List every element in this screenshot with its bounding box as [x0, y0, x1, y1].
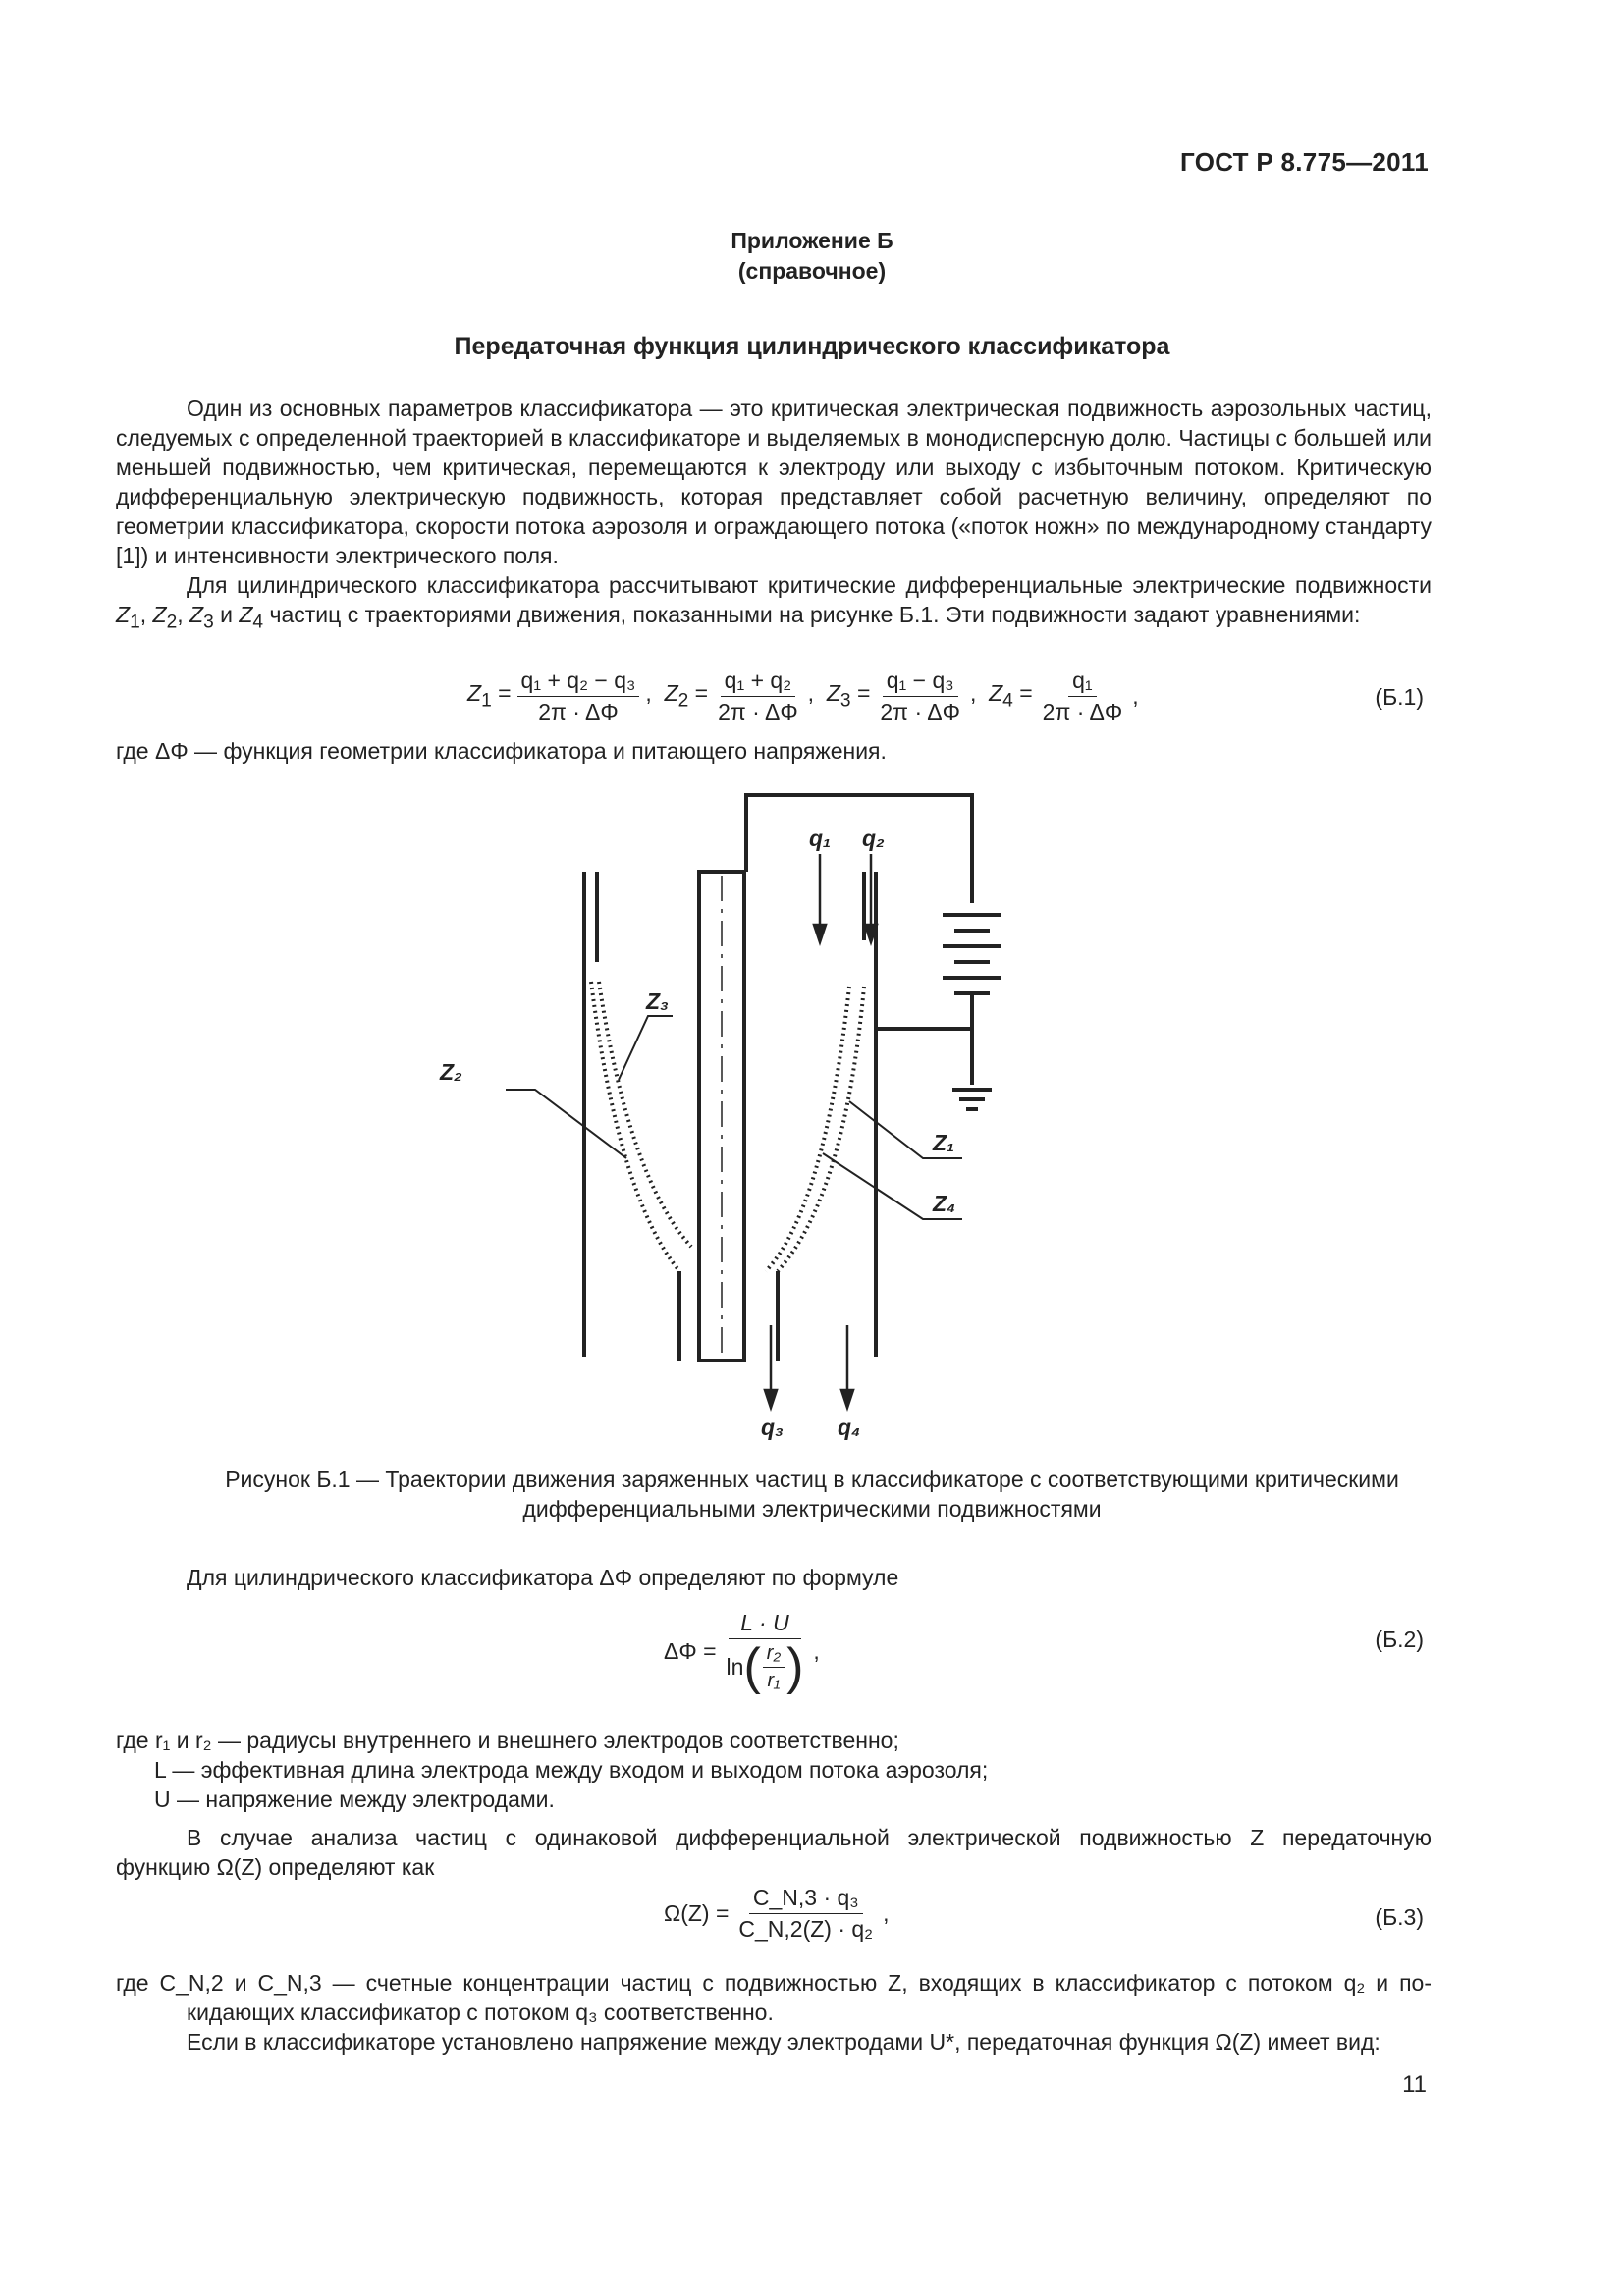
- figure-caption-line2: дифференциальными электрическими подвижностями: [522, 1496, 1102, 1522]
- figure-classifier-diagram: [440, 785, 1021, 1443]
- equation-b2: ΔΦ = L · U ln ( $\frac{\text{r₂}}{\text{r₁}}$ ) ,: [664, 1610, 820, 1695]
- page-number: 11: [1402, 2071, 1427, 2098]
- trajectory-z4: [766, 987, 849, 1271]
- flow-arrow-q1-head: [814, 925, 826, 942]
- equation-b1: $Z_1$ = $\frac{\text{q₁ + q₂ − q₃}}{2\pi \cdot \Delta\Phi}$ , $Z_2$ = $\frac{\text{q₁ + q₂}}{2\pi \cdot \Delta\Phi}$ , $Z_3$ = $\frac{\text{q₁ − q₃}}{2\pi \cdot \Delta\Phi}$ , $Z_4$ = $\frac{\text{q₁}}{2\pi \cdot \Delta\Phi}$ ,: [467, 667, 1139, 724]
- label-q1: q₁: [809, 826, 832, 851]
- figure-caption-line1: Рисунок Б.1 — Траектории движения заряженных частиц в классификаторе с соответствующими критическими: [225, 1467, 1399, 1492]
- trajectory-z1: [778, 987, 864, 1271]
- label-q4: q₄: [838, 1415, 861, 1440]
- trajectory-z3: [591, 982, 679, 1271]
- label-q3: q₃: [761, 1415, 784, 1440]
- section-title: Передаточная функция цилиндрического классификатора: [454, 333, 1170, 360]
- figure-caption: [0, 1465, 1624, 1523]
- label-z1: Z₁: [933, 1130, 955, 1155]
- where-u: U — напряжение между электродами.: [154, 1787, 555, 1812]
- where-l: L — эффективная длина электрода между входом и выходом потока аэрозоля;: [154, 1757, 989, 1783]
- power-circuit-wire: [746, 795, 972, 903]
- paragraph-3: где ΔΦ — функция геометрии классификатора и питающего напряжения.: [116, 738, 887, 764]
- leader-z3: [619, 1016, 673, 1080]
- appendix-label: Приложение Б: [731, 228, 893, 253]
- label-z3: Z₃: [646, 988, 669, 1014]
- equation-b2-number: (Б.2): [1375, 1627, 1424, 1652]
- equation-b3: Ω(Z) = $\frac{\text{C\_N,3 · q₃}}{\text{C\_N,2(Z) · q₂}}$ ,: [664, 1885, 890, 1942]
- eq3-where-a: где C_N,2 и C_N,3 — счетные концентрации частиц с подвижностью Z, входящих в классификатор с потоком q₂ и по-: [116, 1970, 1432, 1996]
- eq3-where-b: кидающих классификатор с потоком q₃ соответственно.: [187, 2000, 774, 2025]
- paragraph-1: Один из основных параметров классификатора — это критическая электрическая подвижность аэрозольных частиц, следуемых с определенной траекторией в классификаторе и выделяемых в монодисперсную долю. Частицы с большей или меньшей подвижностью, чем критическая, перемещаются к электроду или выходу с избыточным потоком. Критическую дифференциальную электрическую подвижность, которая представляет собой расчетную величину, определяют по геометрии классификатора, скорости потока аэрозоля и ограждающего потока («поток ножн» по международному стандарту [1]) и интенсивности электрического поля.: [116, 396, 1432, 568]
- eq3-last-paragraph: Если в классификаторе установлено напряжение между электродами U*, передаточная функция Ω(Z) имеет вид:: [187, 2029, 1380, 2055]
- where-r: где r₁ и r₂ — радиусы внутреннего и внешнего электродов соответственно;: [116, 1728, 899, 1753]
- eq2-intro: Для цилиндрического классификатора ΔΦ определяют по формуле: [187, 1565, 899, 1590]
- document-header: ГОСТ Р 8.775—2011: [1180, 147, 1429, 177]
- appendix-type: (справочное): [737, 258, 887, 284]
- equation-b1-number: (Б.1): [1375, 684, 1424, 710]
- paragraph-2: Для цилиндрического классификатора рассчитывают критические дифференциальные электрические подвижности $Z_1$, $Z_2$, $Z_3$ и $Z_4$ частиц с траекториями движения, показанными на рисунке Б.1. Эти подвижности задают уравнениями:: [116, 572, 1432, 633]
- eq3-intro-a: В случае анализа частиц с одинаковой дифференциальной электрической подвижностью Z передаточную: [187, 1825, 1432, 1850]
- leader-z2: [506, 1090, 626, 1158]
- label-q2: q₂: [862, 826, 885, 851]
- label-z4: Z₄: [933, 1191, 956, 1216]
- equation-b3-number: (Б.3): [1375, 1904, 1424, 1930]
- eq3-intro-b: функцию Ω(Z) определяют как: [116, 1854, 435, 1880]
- flow-arrow-q4-head: [841, 1390, 853, 1408]
- flow-arrow-q3-head: [765, 1390, 777, 1408]
- label-z2: Z₂: [440, 1059, 462, 1085]
- appendix-title: [0, 226, 1624, 287]
